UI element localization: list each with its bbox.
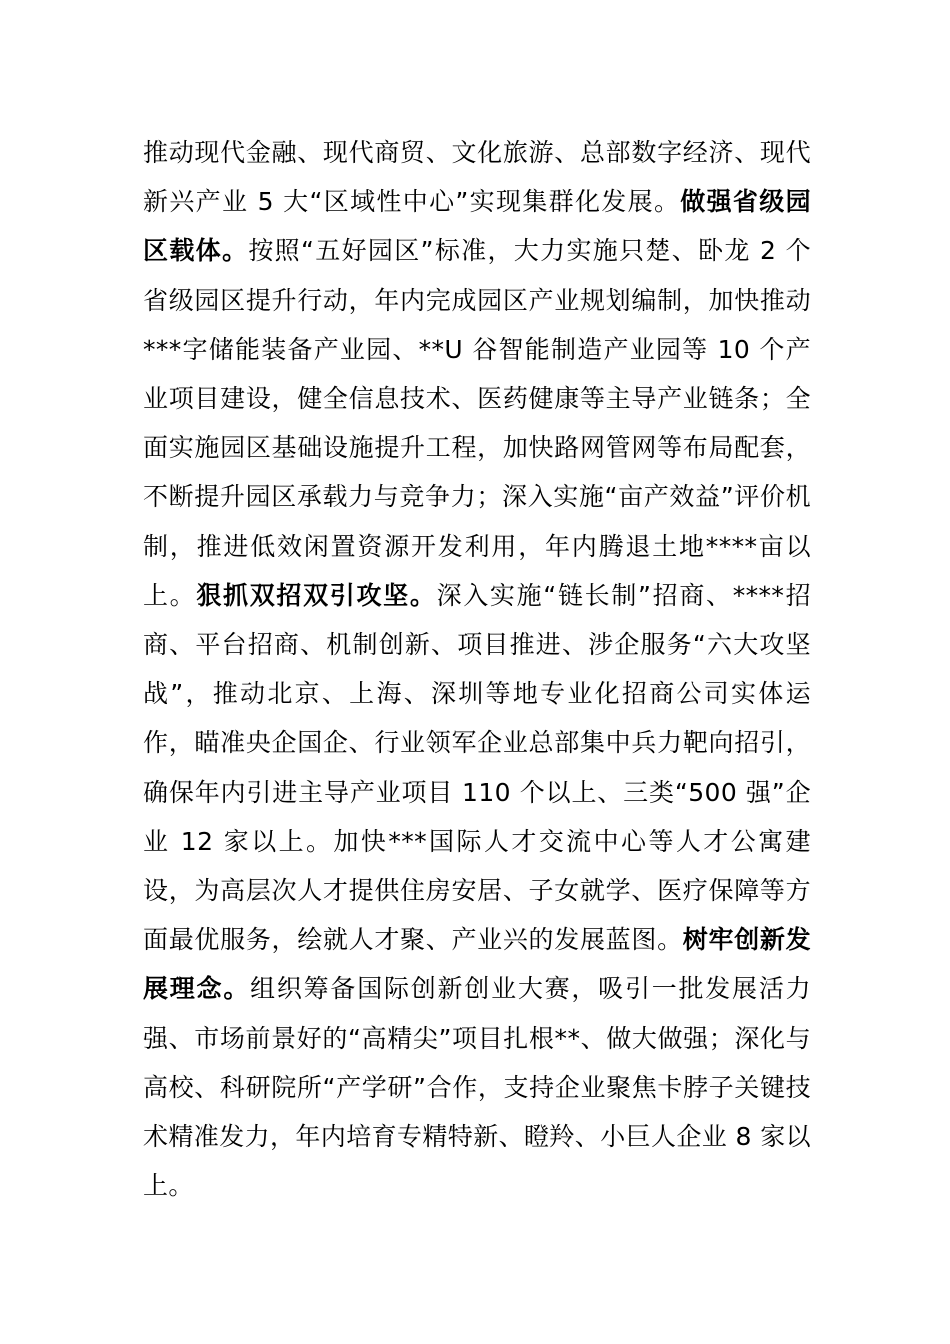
paragraph-text-innovation: 组织筹备国际创新创业大赛，吸引一批发展活力强、市场前景好的“高精尖”项目扎根**、做大做强；深化与高校、科研院所“产学研”合作，支持企业聚焦卡脖子关键技术精准发力，年内培育专精特新、瞪羚、小巨人企业 8 家以上。 <box>143 974 812 1201</box>
heading-investment-talent: 狠抓双招双引攻坚。 <box>196 580 437 610</box>
paragraph-text-intro: 推动现代金融、现代商贸、文化旅游、总部数字经济、现代新兴产业 5 大“区域性中心”实现集群化发展。 <box>143 138 811 217</box>
heading-innovation: 树牢创新发展理念。 <box>143 925 811 1004</box>
heading-provincial-parks: 做强省级园区载体。 <box>143 187 811 266</box>
paragraph-text-parks: 按照“五好园区”标准，大力实施只楚、卧龙 2 个省级园区提升行动，年内完成园区产业规划编制，加快推动***字储能装备产业园、**U 谷智能制造产业园等 10 个产业项目建设，健全信息技术、医药健康等主导产业链条；全面实施园区基础设施提升工程，加快路网管网等布局配套，不断提升园区承载力与竞争力；深入实施“亩产效益”评价机制，推进低效闲置资源开发利用，年内腾退土地****亩以上。 <box>143 236 811 610</box>
body-paragraph <box>143 128 811 1210</box>
paragraph-text-investment: 深入实施“链长制”招商、****招商、平台招商、机制创新、项目推进、涉企服务“六大攻坚战”，推动北京、上海、深圳等地专业化招商公司实体运作，瞄准央企国企、行业领军企业总部集中兵力靶向招引，确保年内引进主导产业项目 110 个以上、三类“500 强”企业 12 家以上。加快***国际人才交流中心等人才公寓建设，为高层次人才提供住房安居、子女就学、医疗保障等方面最优服务，绘就人才聚、产业兴的发展蓝图。 <box>143 580 811 955</box>
